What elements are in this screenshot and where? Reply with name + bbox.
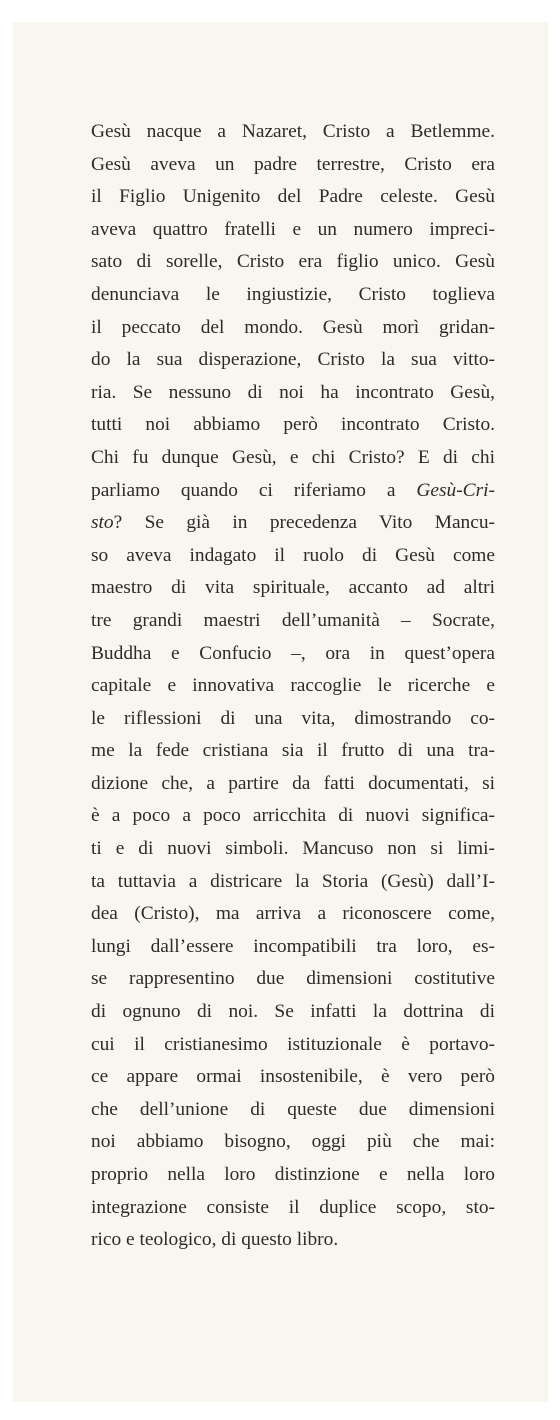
blurb-line-last: rico e teologico, di questo libro. <box>91 1229 339 1251</box>
blurb-line: le riflessioni di una vita, dimostrando co- <box>91 707 495 729</box>
blurb-line: noi abbiamo bisogno, oggi più che mai: <box>91 1131 495 1153</box>
blurb-line: aveva quattro fratelli e un numero impreci- <box>91 218 495 240</box>
blurb-line: di ognuno di noi. Se infatti la dottrina di <box>91 1001 495 1023</box>
blurb-line: proprio nella loro distinzione e nella loro <box>91 1164 495 1185</box>
blurb-text <box>91 116 495 1257</box>
blurb-line: ce appare ormai insostenibile, è vero però <box>91 1066 495 1088</box>
blurb-line: do la sua disperazione, Cristo la sua vitto- <box>91 349 495 371</box>
blurb-line: lungi dall’essere incompatibili tra loro, es- <box>91 935 495 957</box>
blurb-line-text: ? Se già in precedenza Vito Mancu- <box>113 512 495 534</box>
blurb-line: Buddha e Confucio –, ora in quest’opera <box>91 642 495 664</box>
blurb-line: ti e di nuovi simboli. Mancuso non si limi- <box>91 838 495 860</box>
blurb-line: tutti noi abbiamo però incontrato Cristo. <box>91 414 495 436</box>
blurb-line: maestro di vita spirituale, accanto ad altri <box>91 577 495 599</box>
blurb-line-title <box>91 507 495 540</box>
blurb-line: il Figlio Unigenito del Padre celeste. Gesù <box>91 186 495 208</box>
blurb-line: denunciava le ingiustizie, Cristo toglieva <box>91 283 495 305</box>
blurb-line: so aveva indagato il ruolo di Gesù come <box>91 544 495 566</box>
blurb-line: il peccato del mondo. Gesù morì gridan- <box>91 316 495 338</box>
blurb-line: dizione che, a partire da fatti documentati, si <box>91 772 495 794</box>
blurb-line: se rappresentino due dimensioni costitutive <box>91 968 495 990</box>
blurb-line: capitale e innovativa raccoglie le ricerche e <box>91 675 495 697</box>
blurb-line: ria. Se nessuno di noi ha incontrato Gesù, <box>91 381 495 403</box>
blurb-line: è a poco a poco arricchita di nuovi significa- <box>91 805 495 827</box>
blurb-line: sato di sorelle, Cristo era figlio unico. Gesù <box>91 251 495 273</box>
book-title-italic: Gesù-Cri- <box>416 479 495 501</box>
blurb-line: me la fede cristiana sia il frutto di una tra- <box>91 740 495 762</box>
blurb-line: tre grandi maestri dell’umanità – Socrate, <box>91 609 495 631</box>
blurb-line: che dell’unione di queste due dimensioni <box>91 1098 495 1120</box>
blurb-line: ta tuttavia a districare la Storia (Gesù) dall’I- <box>91 870 495 892</box>
blurb-line: Gesù nacque a Nazaret, Cristo a Betlemme. <box>91 121 495 142</box>
blurb-line: integrazione consiste il duplice scopo, sto- <box>91 1196 495 1218</box>
blurb-line-text: parliamo quando ci riferiamo a <box>91 479 417 501</box>
blurb-line: Chi fu dunque Gesù, e chi Cristo? E di chi <box>91 446 495 468</box>
cover-panel <box>13 22 548 1402</box>
book-title-italic: sto <box>91 512 114 534</box>
blurb-line-title <box>91 475 495 508</box>
blurb-line: Gesù aveva un padre terrestre, Cristo era <box>91 153 495 175</box>
blurb-line: cui il cristianesimo istituzionale è portavo- <box>91 1033 495 1055</box>
blurb-line: dea (Cristo), ma arriva a riconoscere come, <box>91 903 495 925</box>
